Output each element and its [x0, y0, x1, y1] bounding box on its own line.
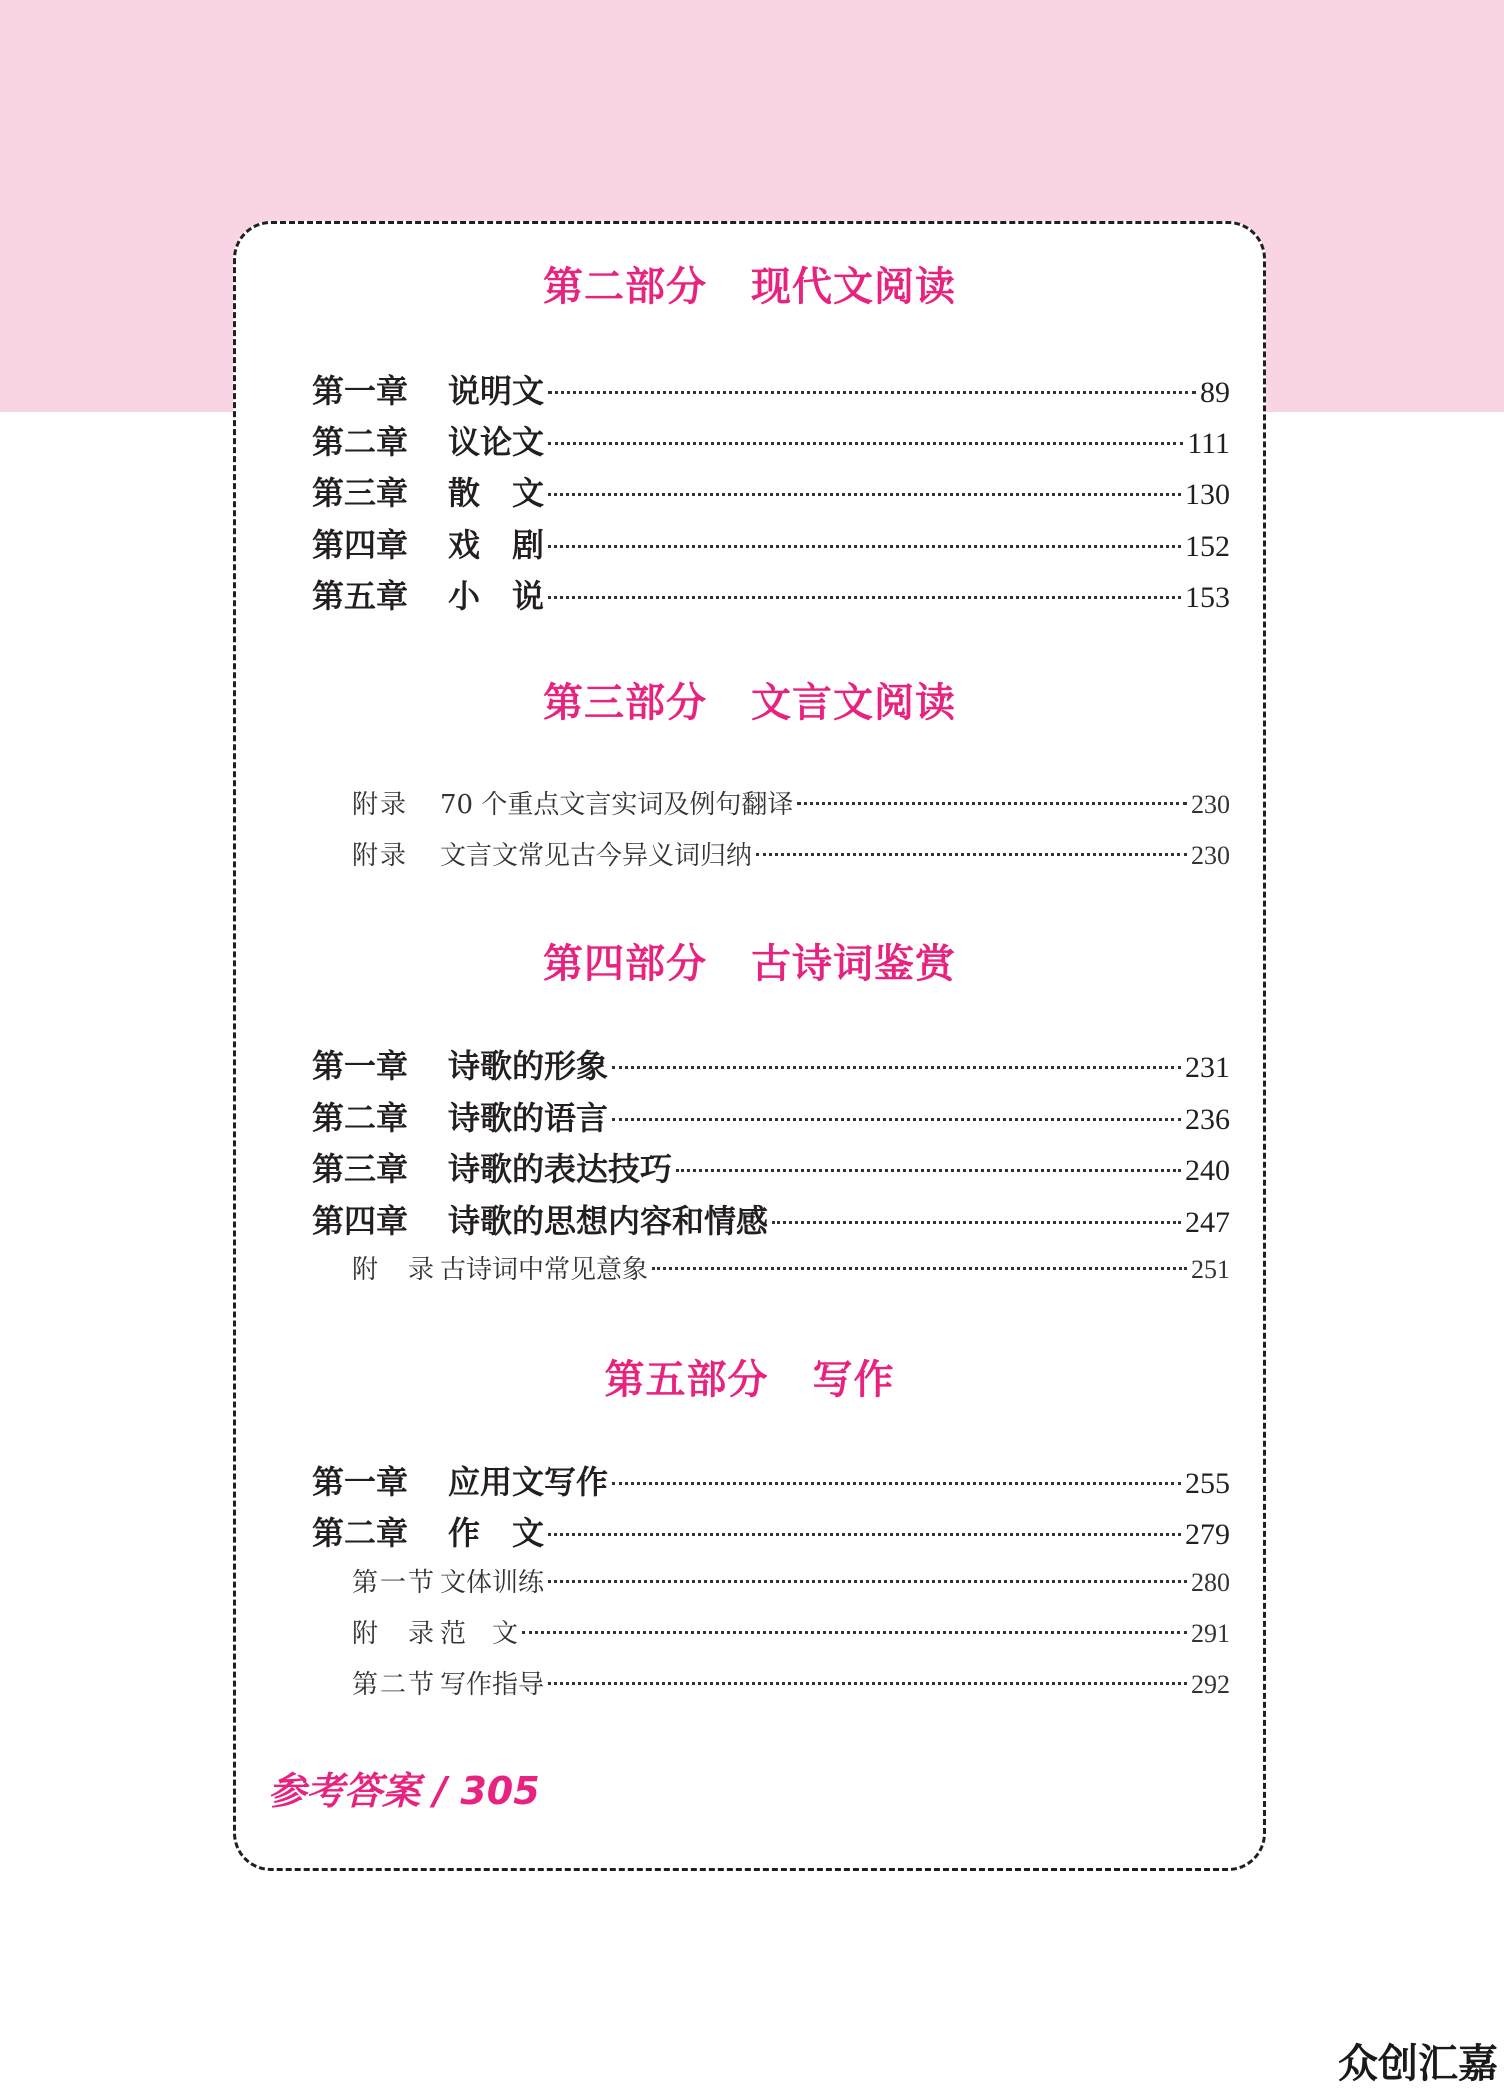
page-number: 292: [1191, 1670, 1230, 1699]
chapter-title: 诗歌的形象: [448, 1047, 609, 1085]
appendix-label: 附 录: [352, 1255, 437, 1285]
page-number: 255: [1185, 1467, 1230, 1500]
dot-leader: [797, 802, 1187, 805]
chapter-title: 诗歌的思想内容和情感: [448, 1202, 769, 1240]
entry-title: 文言文常见古今异义词归纳: [440, 841, 753, 871]
toc-entry[interactable]: [312, 523, 1230, 567]
dot-leader: [612, 1118, 1181, 1121]
dot-leader: [652, 1267, 1187, 1270]
dot-leader: [548, 596, 1181, 599]
dot-leader: [548, 545, 1181, 548]
chapter-number: 第二章: [312, 423, 409, 461]
page-number: 247: [1185, 1206, 1230, 1239]
section-title: 第三部分 文言文阅读: [543, 680, 956, 726]
chapter-number: 第二章: [312, 1099, 409, 1137]
chapter-title: 说明文: [448, 372, 545, 410]
dot-leader: [772, 1221, 1181, 1224]
dot-leader: [612, 1066, 1181, 1069]
answers-link[interactable]: 参考答案 / 305: [268, 1769, 540, 1813]
dot-leader: [612, 1482, 1181, 1485]
toc-entry[interactable]: [312, 1460, 1230, 1504]
toc-entry[interactable]: [312, 1511, 1230, 1555]
toc-entry[interactable]: [352, 1663, 1230, 1707]
chapter-number: 第一章: [312, 1047, 409, 1085]
entry-title: 写作指导: [440, 1670, 545, 1700]
dot-leader: [522, 1631, 1187, 1634]
page-number: 251: [1191, 1255, 1230, 1284]
page-number: 291: [1191, 1619, 1230, 1648]
watermark-logo: 众创汇嘉: [1338, 2041, 1498, 2087]
dot-leader: [548, 391, 1196, 394]
chapter-number: 第一章: [312, 372, 409, 410]
chapter-title: 散 文: [448, 474, 545, 512]
toc-entry[interactable]: [352, 1561, 1230, 1605]
section-title: 第四部分 古诗词鉴赏: [543, 941, 956, 987]
dot-leader: [548, 1682, 1187, 1685]
toc-entry[interactable]: [312, 574, 1230, 618]
chapter-title: 小 说: [448, 577, 545, 615]
chapter-number: 第一章: [312, 1463, 409, 1501]
page-number: 152: [1185, 530, 1230, 563]
section-number: 第二节: [352, 1670, 437, 1700]
toc-entry[interactable]: [312, 1044, 1230, 1088]
section-title: 第五部分 写作: [604, 1357, 895, 1403]
dot-leader: [676, 1169, 1181, 1172]
appendix-label: 附录: [352, 790, 409, 820]
chapter-title: 诗歌的语言: [448, 1099, 609, 1137]
page-number: 279: [1185, 1518, 1230, 1551]
toc-entry[interactable]: [312, 1096, 1230, 1140]
page-number: 153: [1185, 581, 1230, 614]
dot-leader: [548, 442, 1183, 445]
dot-leader: [548, 1533, 1181, 1536]
toc-entry[interactable]: [352, 834, 1230, 878]
page-number: 230: [1191, 790, 1230, 819]
entry-title: 文体训练: [440, 1568, 545, 1598]
entry-title: 古诗词中常见意象: [440, 1255, 649, 1285]
chapter-number: 第五章: [312, 577, 409, 615]
page-number: 89: [1200, 376, 1230, 409]
toc-entry[interactable]: [312, 369, 1230, 413]
page-number: 230: [1191, 841, 1230, 870]
page-number: 280: [1191, 1568, 1230, 1597]
toc-entry[interactable]: [312, 1199, 1230, 1243]
chapter-title: 诗歌的表达技巧: [448, 1150, 673, 1188]
page-number: 236: [1185, 1103, 1230, 1136]
page-number: 130: [1185, 478, 1230, 511]
chapter-title: 应用文写作: [448, 1463, 609, 1501]
chapter-title: 戏 剧: [448, 526, 545, 564]
page-number: 240: [1185, 1154, 1230, 1187]
toc-entry[interactable]: [312, 1147, 1230, 1191]
toc-entry[interactable]: [352, 783, 1230, 827]
chapter-number: 第三章: [312, 1150, 409, 1188]
chapter-title: 议论文: [448, 423, 545, 461]
chapter-title: 作 文: [448, 1514, 545, 1552]
section-title: 第二部分 现代文阅读: [543, 264, 956, 310]
chapter-number: 第二章: [312, 1514, 409, 1552]
chapter-number: 第四章: [312, 1202, 409, 1240]
appendix-label: 附 录: [352, 1619, 437, 1649]
section-number: 第一节: [352, 1568, 437, 1598]
dot-leader: [548, 1580, 1187, 1583]
page-number: 231: [1185, 1051, 1230, 1084]
dot-leader: [756, 853, 1187, 856]
toc-entry[interactable]: [352, 1612, 1230, 1656]
entry-title: 70 个重点文言实词及例句翻译: [440, 790, 794, 820]
toc-entry[interactable]: [312, 471, 1230, 515]
entry-title: 范 文: [440, 1619, 519, 1649]
toc-entry[interactable]: [312, 420, 1230, 464]
appendix-label: 附录: [352, 841, 409, 871]
page-number: 111: [1187, 427, 1230, 460]
toc-entry[interactable]: [352, 1248, 1230, 1292]
chapter-number: 第三章: [312, 474, 409, 512]
dot-leader: [548, 493, 1181, 496]
chapter-number: 第四章: [312, 526, 409, 564]
